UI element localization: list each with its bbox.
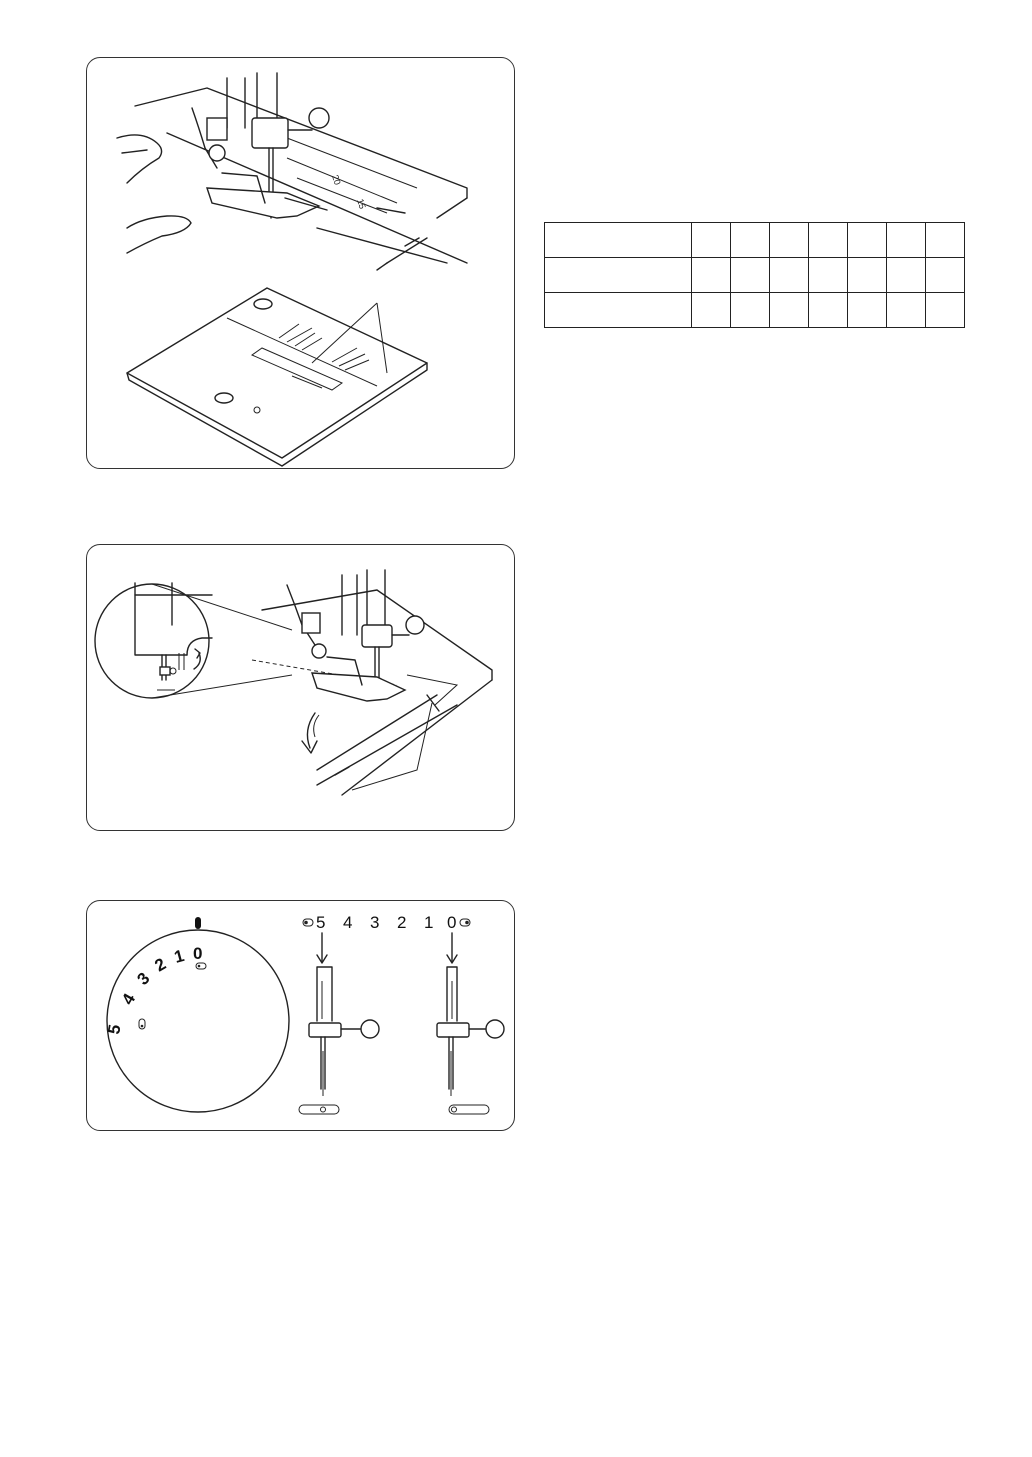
table-cell xyxy=(731,223,770,258)
table-cell xyxy=(692,223,731,258)
table-cell xyxy=(926,293,965,328)
dial-number-2: 2 xyxy=(151,954,170,976)
needle-position-label-4: 4 xyxy=(343,913,353,932)
table-cell xyxy=(770,293,809,328)
table-cell xyxy=(926,223,965,258)
needle-position-dial-drawing xyxy=(87,901,516,1132)
table-cell xyxy=(848,258,887,293)
table-cell xyxy=(887,223,926,258)
table-cell xyxy=(926,258,965,293)
table-row xyxy=(545,223,965,258)
table-cell xyxy=(770,223,809,258)
table-cell xyxy=(545,223,692,258)
table-cell xyxy=(887,293,926,328)
table-cell xyxy=(545,293,692,328)
needle-position-label-2: 2 xyxy=(397,913,407,932)
needle-position-label-1: 1 xyxy=(424,913,434,932)
table-cell xyxy=(692,258,731,293)
presser-foot-and-needle-plate-drawing xyxy=(87,58,516,470)
table-cell xyxy=(545,258,692,293)
table-cell xyxy=(848,293,887,328)
table-cell xyxy=(770,258,809,293)
dial-number-1: 1 xyxy=(172,946,187,967)
needle-position-illustration xyxy=(86,900,515,1131)
bed-mark-15: 15 xyxy=(355,197,368,211)
seam-guide-illustration xyxy=(86,57,515,469)
needle-position-label-0: 0 xyxy=(447,913,457,932)
presser-foot-lifter-drawing xyxy=(87,545,516,832)
table-cell xyxy=(887,258,926,293)
corner-guide-illustration xyxy=(86,544,515,831)
dial-number-3: 3 xyxy=(133,968,154,989)
needle-position-label-5: 5 xyxy=(316,913,326,932)
dial-number-0: 0 xyxy=(193,944,203,963)
table-row xyxy=(545,258,965,293)
seam-allowance-table xyxy=(544,222,965,328)
table-cell xyxy=(809,293,848,328)
table-row xyxy=(545,293,965,328)
dial-indicator xyxy=(195,917,201,929)
needle-position-label-3: 3 xyxy=(370,913,380,932)
table-cell xyxy=(848,223,887,258)
table-cell xyxy=(731,258,770,293)
bed-mark-20: 20 xyxy=(330,173,343,187)
dial-number-4: 4 xyxy=(118,990,140,1008)
table-cell xyxy=(731,293,770,328)
table-cell xyxy=(809,258,848,293)
table-cell xyxy=(692,293,731,328)
table-cell xyxy=(809,223,848,258)
dial-number-5: 5 xyxy=(104,1023,125,1036)
